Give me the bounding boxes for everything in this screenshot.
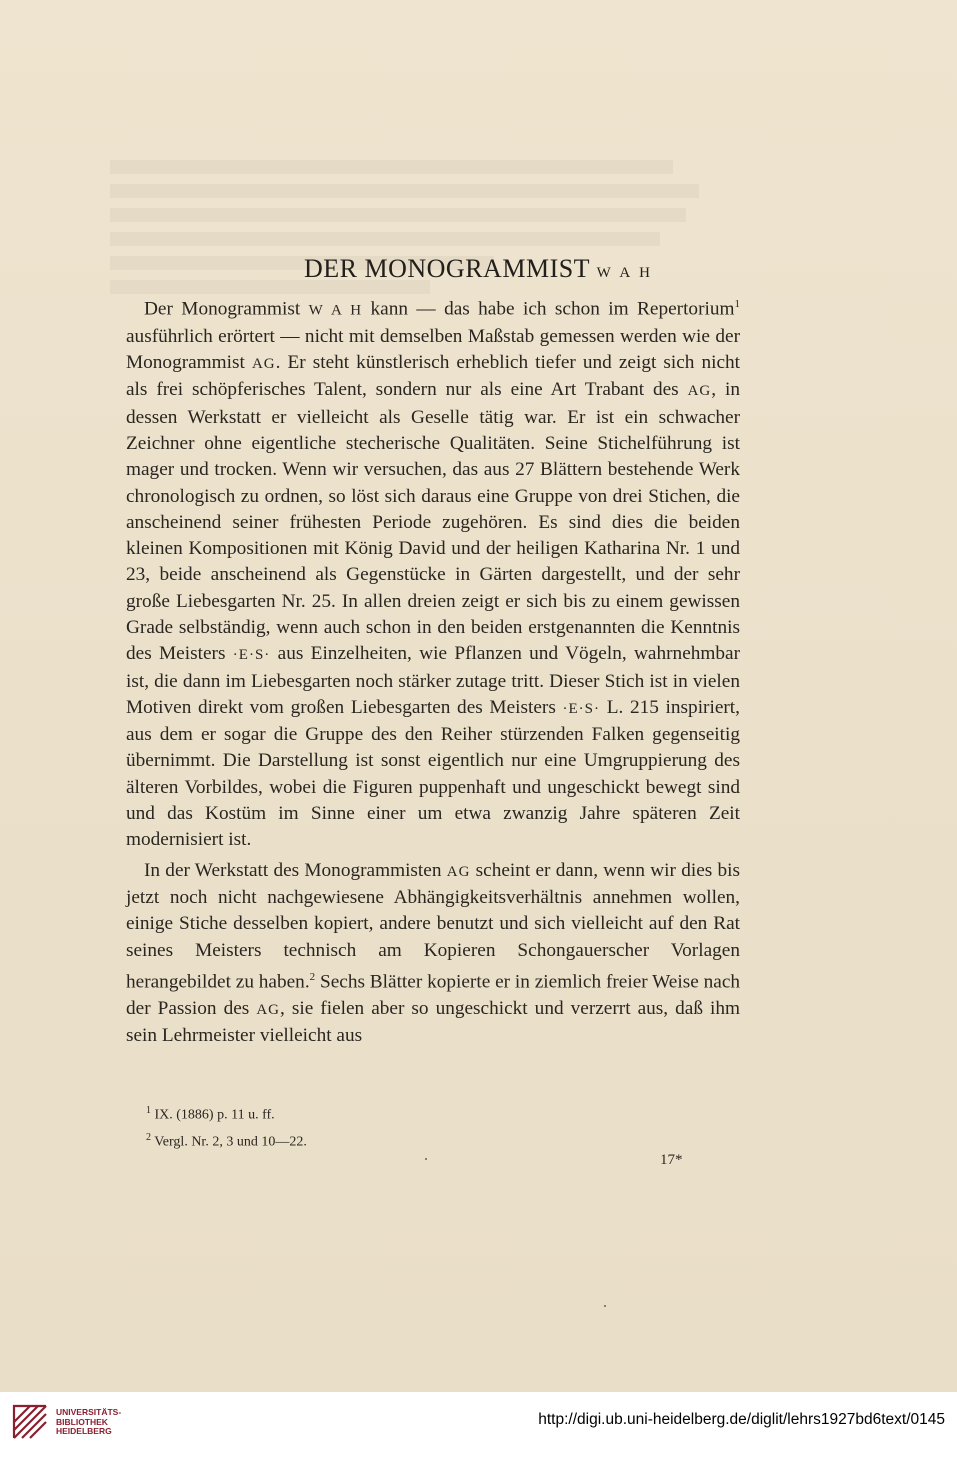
monogram: AG xyxy=(446,863,471,880)
text-run: . Er steht künstlerisch erheblich tiefer und zeigt sich nicht als frei schöpferisches Talent, sondern nur als eine Art Trabant des xyxy=(126,352,741,401)
monogram: AG xyxy=(687,383,712,400)
title-monogram: W A H xyxy=(596,265,653,281)
text-run: scheint er dann, wenn wir dies bis jetzt noch nicht nachgewiesene Abhängigkeitsverhältnis annehmen wollen, einige Stiche desselben kopiert, andere benutzt und sich vielleicht auf den Rat seines Meisters technisch am Kopieren Schongauerscher Vorlagen herangebildet zu haben. xyxy=(126,859,740,993)
library-name: UNIVERSITÄTS- BIBLIOTHEK HEIDELBERG xyxy=(56,1407,122,1436)
speck xyxy=(604,1305,606,1307)
footnote-ref: 1 xyxy=(734,298,740,310)
text-run: , in dessen Werkstatt er vielleicht als Geselle tätig war. Er ist ein schwacher Zeichner ohne eigentliche stecherische Qualitäten. Seine Stichelführung ist mager und trocken. Wenn wir versuchen, das aus 27 Blättern bestehende Werk chronologisch zu ordnen, so löst sich daraus eine Gruppe von drei Stichen, die anscheinend seiner frühesten Periode zugehören. Es sind dies die beiden kleinen Kompositionen mit König David und der heiligen Katharina Nr. 1 und 23, beide anscheinend als Gegenstücke in Gärten dargestellt, und der sehr große Liebesgarten Nr. 25. In allen dreien zeigt er sich bis zu einem gewissen Grade selbständig, wenn auch schon in den beiden erstgenannten die Kenntnis des Meisters xyxy=(126,379,740,665)
footnotes xyxy=(146,1100,307,1153)
text-run: Sechs Blätter kopierte er in ziemlich freier Weise nach der Passion des xyxy=(126,971,741,1019)
speck xyxy=(425,1158,427,1160)
monogram: AG xyxy=(251,356,276,373)
footer xyxy=(0,1392,957,1461)
monogram: ·E·S· xyxy=(562,700,601,717)
text-run: In der Werkstatt des Monogrammisten xyxy=(144,859,447,881)
monogram: ·E·S· xyxy=(232,647,271,664)
footnote: $^1$ IX. (1886) p. 11 u. ff. xyxy=(146,1105,275,1123)
text-run: , sie fielen aber so ungeschickt und verzerrt aus, daß ihm sein Lehrmeister vielleicht aus xyxy=(126,997,740,1046)
page-number: 17* xyxy=(660,1152,683,1168)
text-run: L. 215 inspiriert, aus dem er sogar die Gruppe des den Reiher stürzenden Falken gegenseitig übernimmt. Die Darstellung ist sonst eigentlich nur eine Umgruppierung des älteren Vorbildes, wobei die Figuren puppenhaft und ungeschickt bewegt sind und das Kostüm im Sinne einer um etwa zwanzig Jahre späteren Zeit modernisiert ist. xyxy=(126,696,740,851)
monogram: AG xyxy=(256,1001,280,1018)
footnote: $^2$ Vergl. Nr. 2, 3 und 10—22. xyxy=(146,1131,307,1150)
source-url[interactable]: http://digi.ub.uni-heidelberg.de/diglit/lehrs1927bd6text/0145 xyxy=(538,1411,945,1428)
monogram: W A H xyxy=(308,302,363,319)
text-run: Der Monogrammist xyxy=(144,298,309,320)
paragraph xyxy=(126,858,740,1050)
text-run: aus Einzelheiten, wie Pflanzen und Vögeln, wahrnehmbar ist, die dann im Liebesgarten noch stärker zutage tritt. Dieser Stich ist in vielen Motiven direkt vom großen Liebesgarten des Meisters xyxy=(126,643,741,718)
page-title: DER MONOGRAMMIST W A H xyxy=(303,254,653,283)
heidelberg-library-logo-icon xyxy=(8,1400,52,1444)
text-run: ausführlich erörtert — nicht mit demselben Maßstab gemessen werden wie der Monogrammist xyxy=(126,325,740,374)
body-text xyxy=(126,291,740,1049)
text-run: kann — das habe ich schon im Repertorium xyxy=(362,298,735,320)
footnote-ref: 2 xyxy=(309,970,316,983)
paragraph xyxy=(126,291,740,854)
